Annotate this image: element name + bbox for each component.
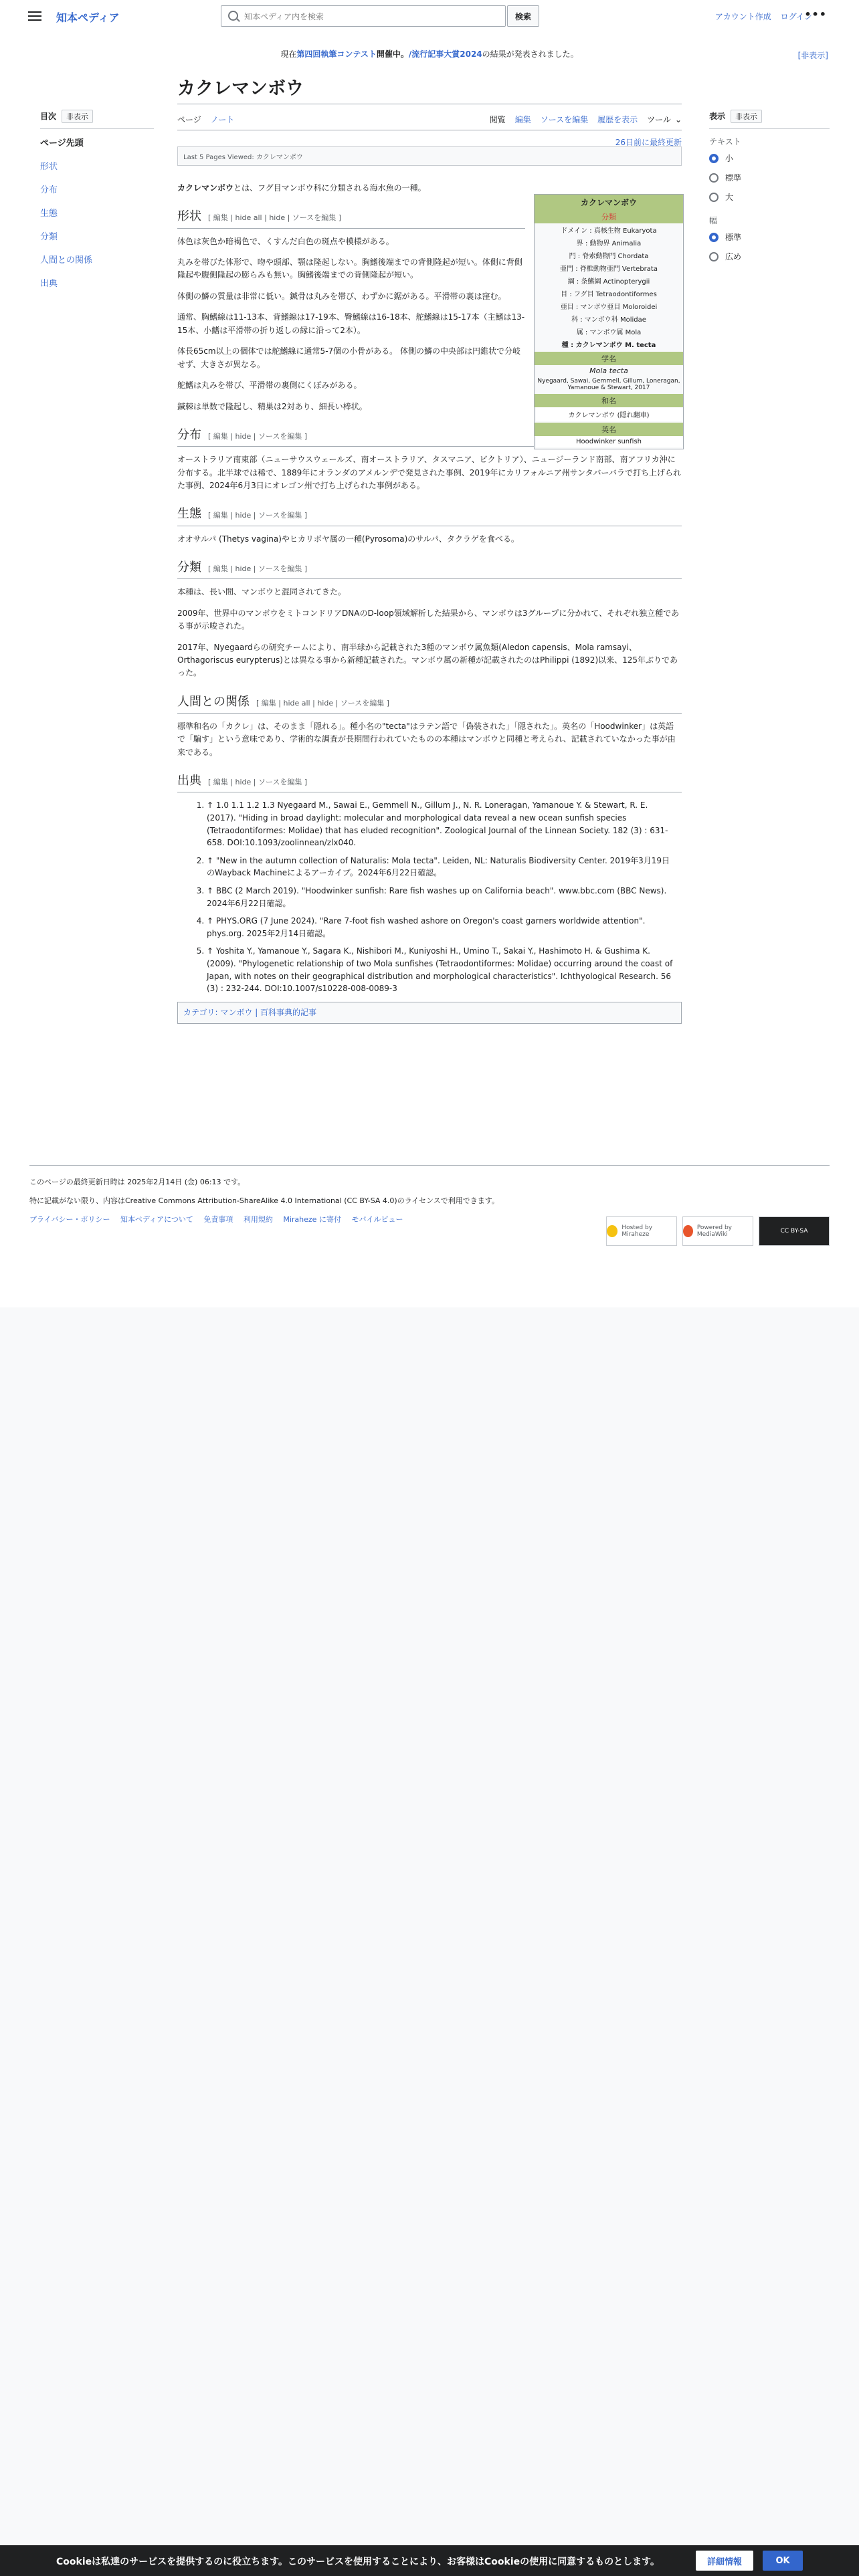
radio[interactable] — [709, 173, 719, 183]
scientific-name: Mola tecta — [589, 366, 628, 375]
section-edit-links[interactable]: [ 編集 | hide | ソースを編集 ] — [208, 778, 308, 787]
text-size-large[interactable] — [709, 191, 830, 203]
section-title: 分布 — [177, 427, 201, 442]
footer-link-privacy[interactable]: プライバシー・ポリシー — [29, 1215, 110, 1224]
cookie-banner — [0, 2545, 859, 2576]
toc-item-top[interactable]: ページ先頭 — [40, 138, 84, 148]
english-name: Hoodwinker sunfish — [536, 436, 682, 447]
notice-award-link[interactable]: /流行記事大賞2024 — [408, 49, 482, 59]
toc-title: 目次 — [40, 112, 57, 121]
notice-suffix: の結果が発表されました。 — [482, 49, 579, 59]
section-references — [177, 771, 682, 1024]
paragraph: 丸みを帯びた体形で、吻や頭部、顎は隆起しない。胸鰭後端までの背側隆起が短い。体側に背側隆起や腹側隆起の膨らみも無い。胸鰭後端までの背側隆起が短い。 — [177, 257, 522, 280]
footer-link-disclaimer[interactable]: 免責事項 — [203, 1215, 233, 1224]
japanese-name: カクレマンボウ (隠れ翻車) — [536, 407, 682, 421]
notice-contest-link[interactable]: 第四回執筆コンテスト — [296, 49, 377, 59]
paragraph: 通常、胸鰭線は11-13本、背鰭線は17-19本、臀鰭線は16-18本、舵鰭線は15-17本（主鰭は13-15本、小鰭は平滑帯の折り返しの縁に沿って2本）。 — [177, 312, 525, 335]
reference-item: 3. ↑ BBC (2 March 2019). "Hoodwinker sunfish: Rare fish washes up on California beach". www.bbc.com (BBC News). 2024年6月22日確認。 — [207, 885, 675, 909]
table-of-contents — [40, 110, 154, 300]
taxon-row: 綱 : 条鰭綱 Actinopterygii — [567, 278, 650, 286]
taxon-row: 亜門 : 脊椎動物亜門 Vertebrata — [560, 265, 658, 273]
tab-edit[interactable]: 編集 — [514, 115, 531, 124]
display-panel — [709, 110, 830, 270]
section-title: 人間との関係 — [177, 694, 250, 709]
notice-mid: 開催中。 — [376, 49, 409, 59]
section-form — [177, 207, 525, 413]
footer-link-mobile[interactable]: モバイルビュー — [351, 1215, 403, 1224]
section-title: 出典 — [177, 774, 201, 788]
footer-badges — [601, 1216, 830, 1246]
reference-item: 4. ↑ PHYS.ORG (7 June 2024). "Rare 7-foot fish washed ashore on Oregon's coast garners worldwide attention". phys.org. 2025年2月14日確認。 — [207, 915, 675, 940]
reference-item: 1. ↑ 1.0 1.1 1.2 1.3 Nyegaard M., Sawai E., Gemmell N., Gillum J., N. R. Loneragan, Yamanoue Y. & Stewart, R. E. (2017). "Hiding in broad daylight: molecular and morphological data reveal a new ocean sunfish species (Tetraodontiformes: Molidae) that has eluded recognition". Zoological Journal of the Linnean Society. 182 (3) : 631-658. DOI:10.1093/zoolinnean/zlx040. — [207, 799, 675, 849]
taxobox — [534, 194, 684, 449]
section-edit-links[interactable]: [ 編集 | hide all | hide | ソースを編集 ] — [208, 213, 342, 223]
section-title: 分類 — [177, 560, 201, 575]
footer-link-about[interactable]: 知本ペディアについて — [120, 1215, 193, 1224]
create-account-link[interactable]: アカウント作成 — [714, 12, 771, 21]
cc-badge[interactable] — [759, 1216, 830, 1246]
tab-page[interactable]: ページ — [177, 115, 201, 124]
reference-list — [177, 799, 675, 994]
search-input[interactable] — [243, 10, 500, 23]
taxobox-japanese-head: 和名 — [535, 394, 683, 407]
tab-talk[interactable]: ノート — [210, 115, 235, 124]
site-notice — [0, 48, 859, 60]
section-heading — [177, 771, 682, 792]
footer-last-edit: このページの最終更新日時は 2025年2月14日 (金) 06:13 です。 — [29, 1178, 246, 1186]
section-heading — [177, 504, 682, 526]
tab-read[interactable]: 閲覧 — [489, 115, 506, 124]
lead-bold: カクレマンボウ — [177, 183, 234, 193]
section-ecology — [177, 504, 682, 546]
cc-badge-label: CC BY-SA — [780, 1228, 808, 1235]
mediawiki-icon — [683, 1225, 693, 1237]
cookie-details-button[interactable]: 詳細情報 — [696, 2551, 753, 2571]
taxon-row: 科 : マンボウ科 Molidae — [571, 316, 646, 324]
taxon-row: 目 : フグ目 Tetraodontiformes — [561, 291, 657, 298]
toc-item-classification[interactable]: 分類 — [40, 232, 58, 242]
display-heading — [709, 110, 830, 123]
toc-item-distribution[interactable]: 分布 — [40, 185, 58, 195]
miraheze-badge[interactable] — [606, 1216, 677, 1246]
section-heading — [177, 692, 682, 714]
site-header — [0, 0, 859, 35]
taxon-row: 属 : マンボウ属 Mola — [576, 329, 642, 336]
text-size-label: テキスト — [709, 137, 741, 146]
text-size-standard[interactable] — [709, 172, 830, 183]
search-box[interactable] — [221, 5, 506, 27]
scientific-authority: Nyegaard, Sawai, Gemmell, Gillum, Loneragan, Yamanoue & Stewart, 2017 — [537, 378, 680, 391]
text-size-small-label: 小 — [725, 154, 734, 163]
search-button[interactable]: 検索 — [507, 5, 539, 27]
section-edit-links[interactable]: [ 編集 | hide all | hide | ソースを編集 ] — [256, 698, 390, 708]
article-main — [177, 74, 682, 1024]
section-edit-links[interactable]: [ 編集 | hide | ソースを編集 ] — [208, 564, 308, 574]
paragraph: 体色は灰色か暗褐色で、くすんだ白色の斑点や模様がある。 — [177, 236, 394, 246]
taxon-row: 種 : カクレマンボウ M. tecta — [561, 342, 656, 349]
taxobox-title: カクレマンボウ — [535, 195, 683, 210]
toc-item-form[interactable]: 形状 — [40, 162, 58, 172]
display-divider — [709, 128, 830, 129]
menu-icon[interactable] — [28, 9, 41, 23]
lead-paragraph — [177, 182, 525, 195]
radio[interactable] — [709, 252, 719, 261]
paragraph: 2009年、世界中のマンボウをミトコンドリアDNAのD-loop領域解析した結果から、マンボウは3グループに分かれて、それぞれ独立種である事が示唆された。 — [177, 608, 680, 631]
lead-text: とは、フグ目マンボウ科に分類される海水魚の一種。 — [233, 183, 426, 193]
last-updated-link[interactable]: 26日前に最終更新 — [615, 138, 682, 147]
search-icon — [228, 11, 238, 21]
toc-hide-button[interactable]: 非表示 — [62, 110, 93, 123]
paragraph: 舵鰭は丸みを帯び、平滑帯の裏側にくぼみがある。 — [177, 381, 362, 391]
last-viewed-bar: Last 5 Pages Viewed: カクレマンボウ — [177, 146, 682, 166]
site-logo[interactable]: 知本ペディア — [56, 11, 120, 24]
tab-edit-source[interactable]: ソースを編集 — [540, 115, 589, 124]
section-heading — [177, 207, 525, 228]
width-standard-label: 標準 — [725, 233, 742, 242]
section-edit-links[interactable]: [ 編集 | hide | ソースを編集 ] — [208, 511, 308, 520]
display-title: 表示 — [709, 112, 726, 121]
taxon-row: 亜目 : マンボウ亜目 Moloroidei — [560, 304, 658, 311]
text-size-standard-label: 標準 — [725, 173, 742, 183]
miraheze-badge-label: Hosted by Miraheze — [622, 1224, 653, 1238]
taxon-row: 門 : 脊索動物門 Chordata — [569, 253, 649, 260]
reference-item: 2. ↑ "New in the autumn collection of Naturalis: Mola tecta". Leiden, NL: Naturalis Biodiversity Center. 2019年3月19日のWayback Machineによるアーカイブ。2024年6月22日確認。 — [207, 855, 675, 879]
tab-history[interactable]: 履歴を表示 — [597, 115, 638, 124]
reference-item: 5. ↑ Yoshita Y., Yamanoue Y., Sagara K., Nishibori M., Kuniyoshi H., Umino T., Sakai Y., Hashimoto H. & Gushima K. (2009). "Phylogenetic relationship of two Mola sunfishes (Tetraodontiformes: Molidae) occurring around the coast of Japan, with notes on their geographical distribution and morphological characteristics". Ichthyological Research. 56 (3) : 232-244. DOI:10.1007/s10228-008-0089-3 — [207, 945, 675, 994]
page-tabs — [177, 110, 682, 130]
paragraph: 体長65cm以上の個体では舵鰭線に通常5-7個の小骨がある。 体側の鱗の中央部は円錐状で分岐せず、大きさが異なる。 — [177, 346, 520, 369]
text-size-large-label: 大 — [725, 193, 734, 202]
footer-link-terms[interactable]: 利用規約 — [243, 1215, 273, 1224]
toc-item-ecology[interactable]: 生態 — [40, 209, 58, 219]
category-links[interactable]: カテゴリ: マンボウ | 百科事典的記事 — [177, 1002, 682, 1024]
paragraph: オーストラリア南東部（ニューサウスウェールズ、南オーストラリア、タスマニア、ビクトリア）、ニュージーランド南部、南アフリカ沖に分布する。北半球では稀で、1889年にオランダのアメルンデで発見された事例、2019年にカリフォルニア州サンタバーバラで打ち上げられた事例、2024年6月3日にオレゴン州で打ち上げられた事例がある。 — [177, 455, 681, 490]
display-hide-button[interactable]: 非表示 — [731, 110, 762, 123]
section-title: 形状 — [177, 209, 201, 224]
taxon-row: 界 : 動物界 Animalia — [576, 240, 642, 247]
width-label: 幅 — [709, 216, 718, 225]
paragraph: オオサルパ (Thetys vagina)やヒカリボヤ属の一種(Pyrosoma)のサルパ、タクラゲを食べる。 — [177, 534, 519, 544]
notice-prefix: 現在 — [280, 49, 297, 59]
toc-heading — [40, 110, 154, 123]
radio-selected[interactable] — [709, 233, 719, 242]
paragraph: 体側の鱗の質量は非常に低い。鍼骨は丸みを帯び、わずかに鋸がある。平滑帯の裏は窪む。 — [177, 291, 506, 301]
chevron-down-icon[interactable]: ⌄ — [674, 115, 682, 124]
paragraph: 本種は、長い間、マンボウと混同されてきた。 — [177, 587, 347, 597]
section-human-relations — [177, 692, 682, 759]
radio[interactable] — [709, 193, 719, 202]
toc-item-human[interactable]: 人間との関係 — [40, 255, 93, 265]
cookie-ok-button[interactable]: OK — [763, 2551, 803, 2571]
section-heading — [177, 558, 682, 579]
text-size-small[interactable] — [709, 152, 830, 164]
width-standard[interactable] — [709, 231, 830, 243]
section-edit-links[interactable]: [ 編集 | hide | ソースを編集 ] — [208, 431, 308, 441]
login-link[interactable]: ログイン — [780, 12, 812, 21]
notice-hide-link[interactable]: [非表示] — [797, 51, 828, 60]
taxobox-scientific-head: 学名 — [535, 352, 683, 365]
cookie-message: Cookieは私達のサービスを提供するのに役立ちます。このサービスを使用することにより、お客様はCookieの使用に同意するものとします。 — [56, 2557, 660, 2567]
tab-tools[interactable]: ツール — [647, 115, 671, 124]
mediawiki-badge-label: Powered by MediaWiki — [696, 1224, 732, 1238]
width-wide-label: 広め — [725, 252, 742, 261]
page-title: カクレマンボウ — [177, 74, 682, 104]
paragraph: 2017年、Nyegaardらの研究チームにより、南半球から記載された3種のマンボウ属魚類(Aledon capensis、Mola ramsayi、Orthagoriscus eurypterus)とは異なる事から新種記載された。マンボウ属の新種が記載されたのはPhilippi (1892)以来、125年ぶりであった。 — [177, 642, 678, 678]
paragraph: 鍼棘は単数で隆起し、精巣は2対あり、細長い棒状。 — [177, 401, 367, 411]
taxon-row: ドメイン : 真核生物 Eukaryota — [561, 227, 657, 235]
section-classification — [177, 558, 682, 680]
mediawiki-badge[interactable] — [682, 1216, 753, 1246]
paragraph: 標準和名の「カクレ」は、そのまま「隠れる」。種小名の"tecta"はラテン語で「偽装された」「隠された」。英名の「Hoodwinker」は英語で「騙す」という意味であり、学術的な調査が長期間行われていたものの本種はマンボウと同種と考えられ、記載されていなかった事が由来である。 — [177, 721, 676, 757]
toc-divider — [40, 128, 154, 129]
toc-item-references[interactable]: 出典 — [40, 279, 58, 289]
section-title: 生態 — [177, 507, 201, 522]
site-footer — [29, 1165, 830, 1238]
more-menu-icon[interactable]: ••• — [804, 8, 827, 21]
miraheze-icon — [607, 1225, 617, 1237]
taxobox-classification-head[interactable]: 分類 — [535, 210, 683, 223]
footer-license: 特に記載がない限り、内容はCreative Commons Attribution-ShareAlike 4.0 International (CC BY-SA 4.0)のライセンスで利用できます。 — [29, 1196, 499, 1205]
user-links — [708, 11, 812, 22]
radio-selected[interactable] — [709, 154, 719, 163]
width-wide[interactable] — [709, 251, 830, 262]
taxobox-english-head: 英名 — [535, 423, 683, 436]
footer-link-donate[interactable]: Miraheze に寄付 — [283, 1215, 341, 1224]
